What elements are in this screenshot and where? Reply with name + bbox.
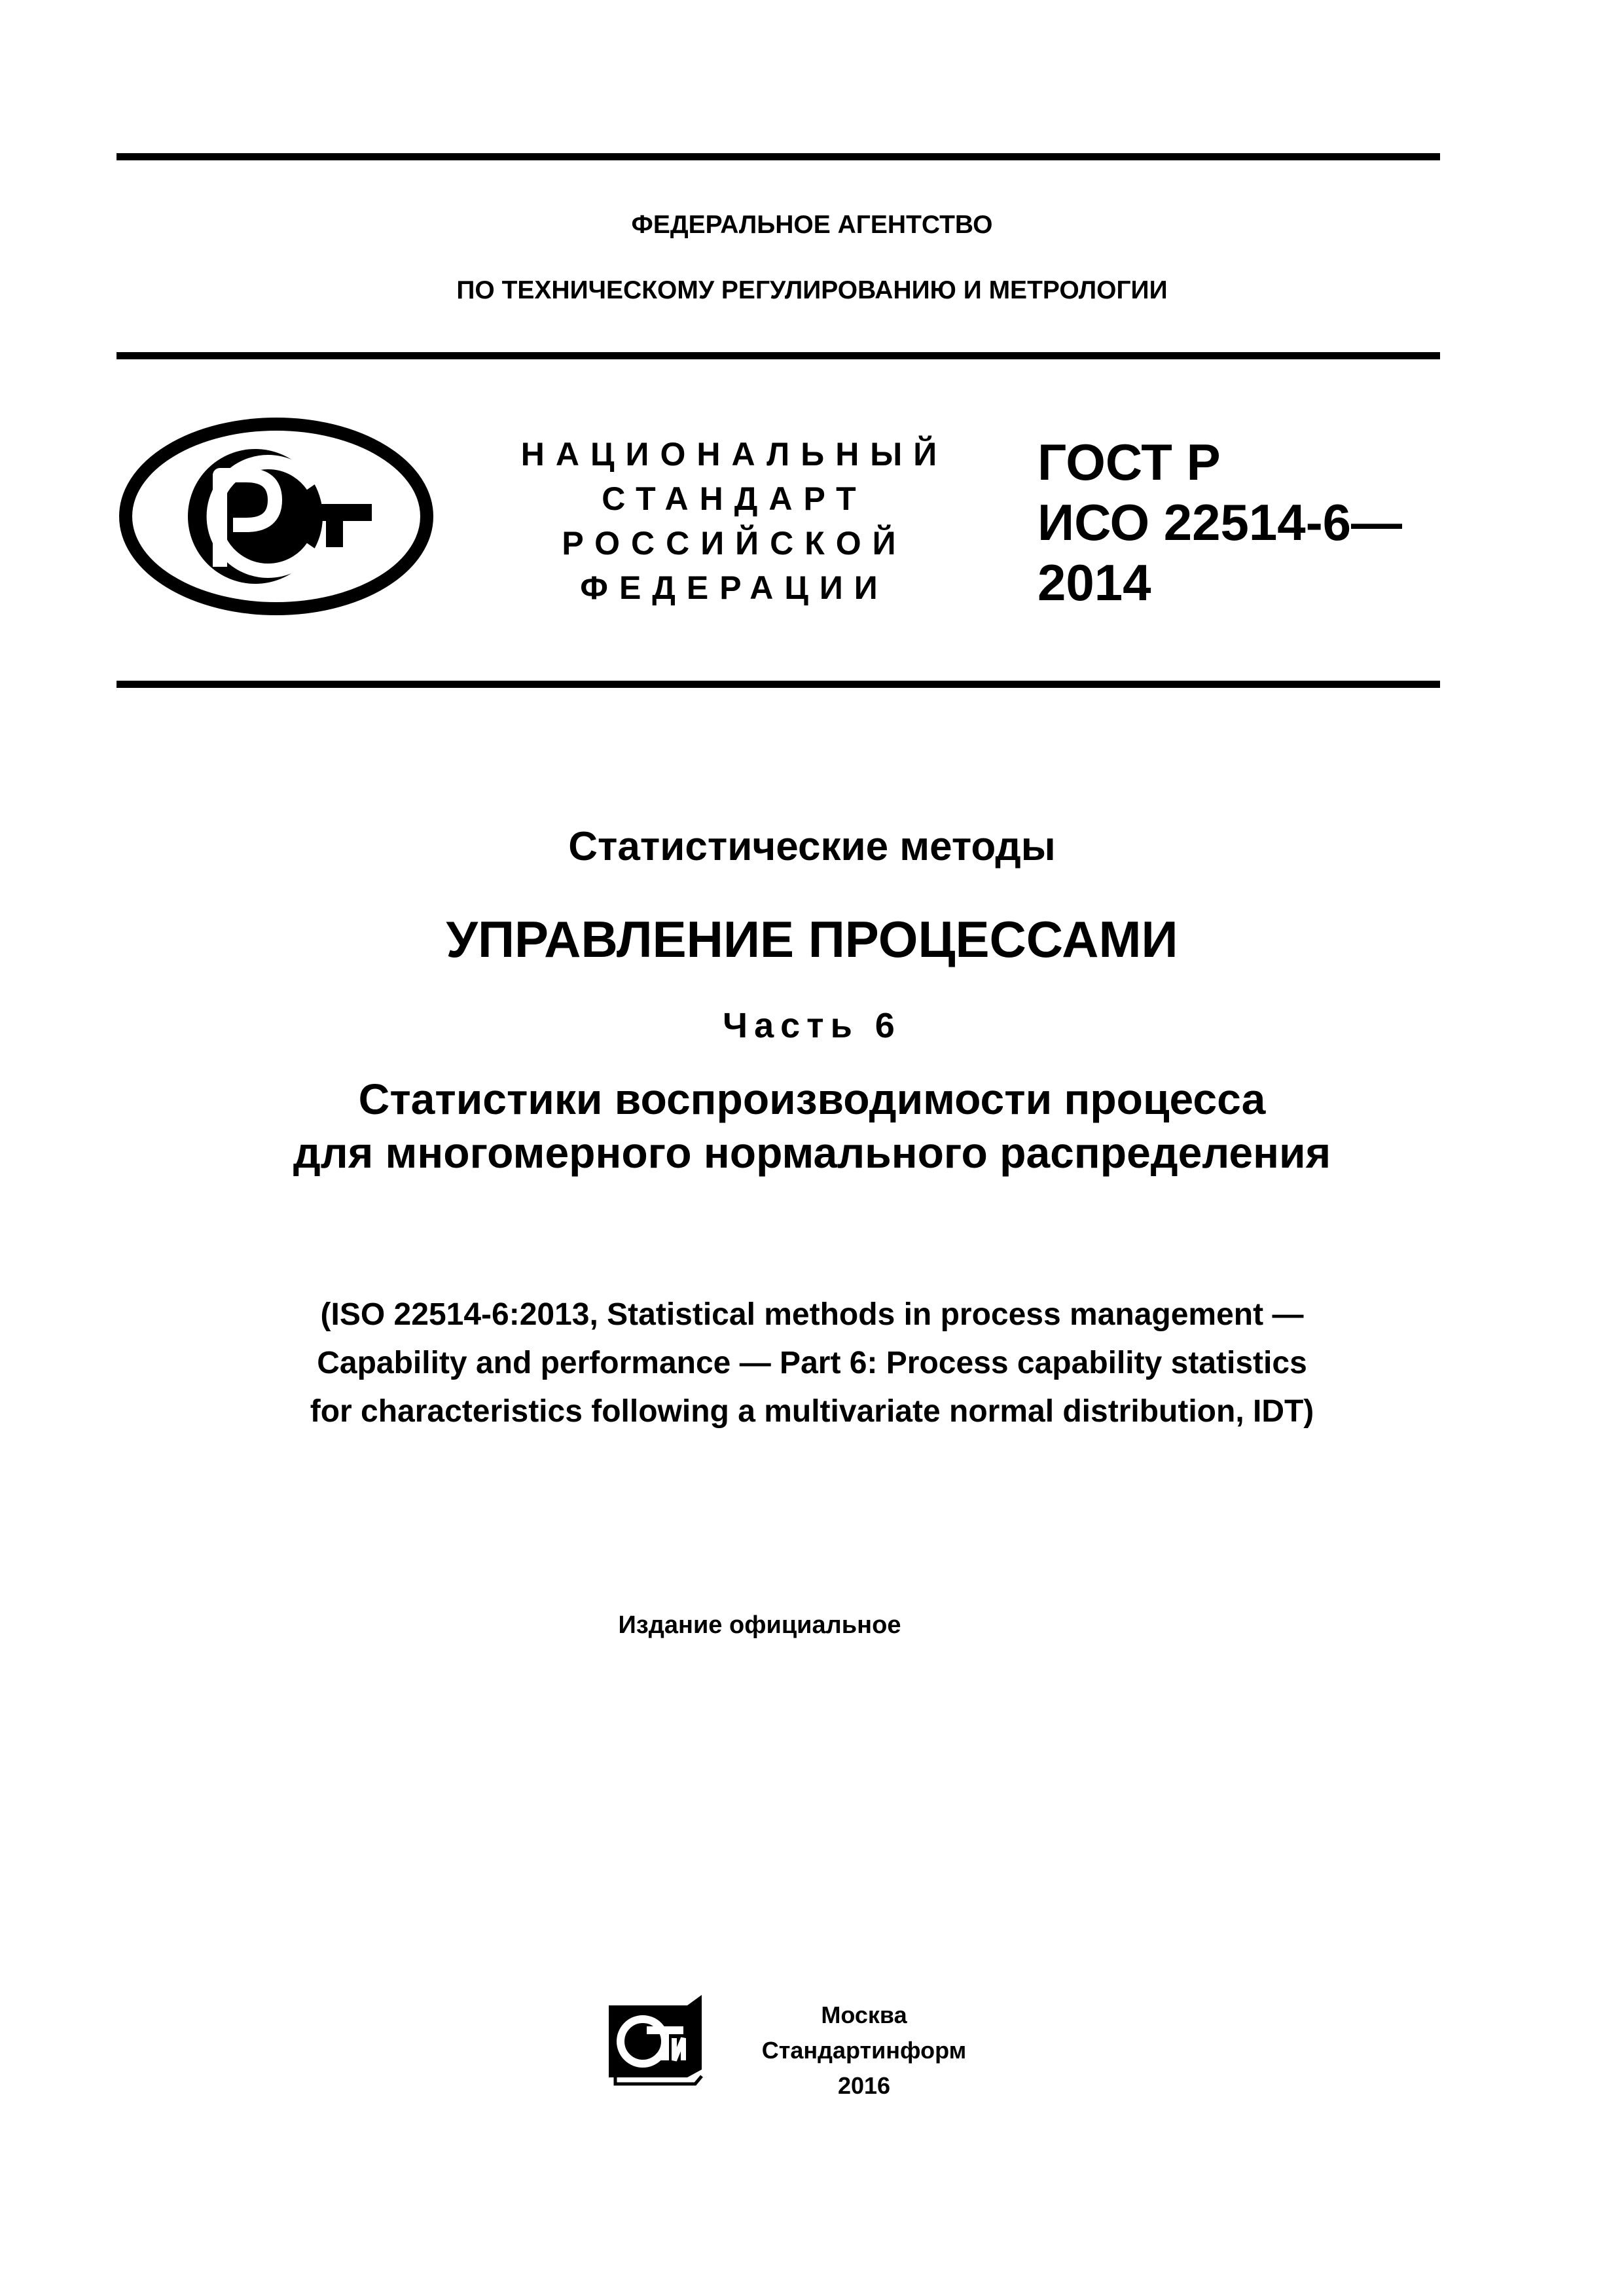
title-line-1: Статистические методы	[568, 824, 1056, 869]
edition-label: Издание официальное	[618, 1611, 901, 1639]
iso-reference-line-2: Capability and performance — Part 6: Process capability statistics	[317, 1346, 1307, 1380]
designation-line-1: ГОСТ Р	[1038, 433, 1221, 491]
subtitle	[0, 1072, 1624, 1179]
part-label: Часть 6	[723, 1006, 901, 1045]
national-standard-line-1: НАЦИОНАЛЬНЫЙ	[520, 436, 948, 473]
national-standard-line-2: СТАНДАРТ	[602, 480, 867, 517]
gost-r-logo-icon	[118, 416, 435, 617]
iso-reference	[0, 1291, 1624, 1436]
designation-line-2: ИСО 22514-6—	[1038, 493, 1403, 551]
designation-line-3: 2014	[1038, 554, 1151, 611]
agency-line-2: ПО ТЕХНИЧЕСКОМУ РЕГУЛИРОВАНИЮ И МЕТРОЛОГИИ	[456, 276, 1168, 304]
national-standard-line-4: ФЕДЕРАЦИИ	[580, 569, 889, 606]
iso-reference-line-3: for characteristics following a multivariate normal distribution, IDT)	[310, 1394, 1314, 1429]
subtitle-line-2: для многомерного нормального распределения	[293, 1128, 1331, 1177]
publisher-name: Стандартинформ	[761, 2037, 967, 2064]
publisher-year: 2016	[837, 2072, 891, 2099]
publisher-city: Москва	[821, 2001, 907, 2028]
iso-reference-line-1: (ISO 22514-6:2013, Statistical methods in process management —	[320, 1297, 1304, 1332]
subtitle-line-1: Статистики воспроизводимости процесса	[358, 1075, 1266, 1123]
standard-designation	[1038, 432, 1402, 613]
national-standard-label	[492, 432, 977, 610]
publisher-block	[720, 1998, 1008, 2104]
national-standard-line-3: РОССИЙСКОЙ	[562, 525, 907, 562]
top-rule	[117, 153, 1440, 160]
header-rule	[117, 352, 1440, 359]
agency-line-1: ФЕДЕРАЛЬНОЕ АГЕНТСТВО	[631, 211, 993, 239]
title-main: УПРАВЛЕНИЕ ПРОЦЕССАМИ	[446, 910, 1178, 968]
designation-rule	[117, 681, 1440, 688]
standartinform-logo-icon	[604, 1991, 707, 2087]
